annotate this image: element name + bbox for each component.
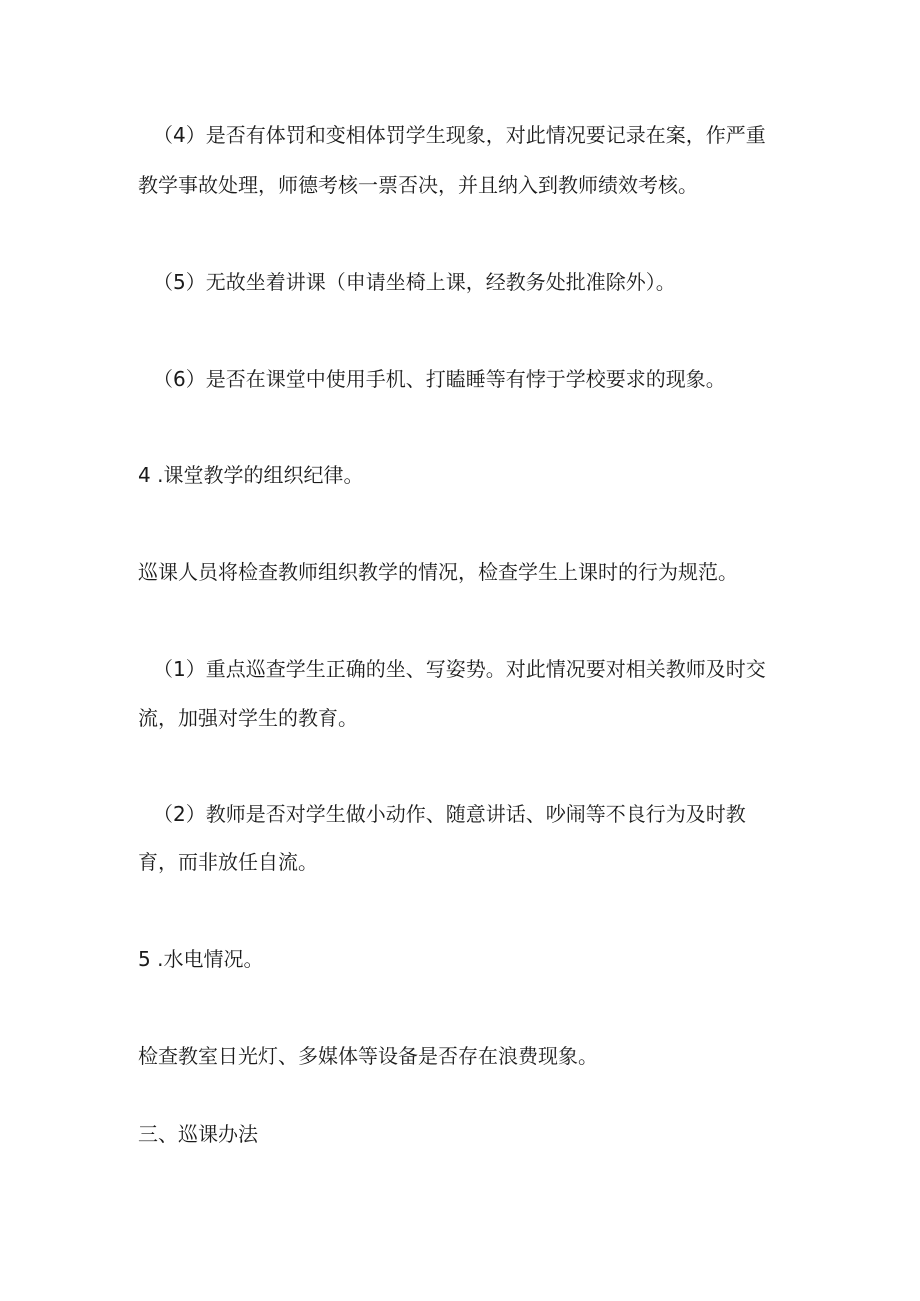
paragraph-6: （6）是否在课堂中使用手机、打瞌睡等有悖于学校要求的现象。: [153, 367, 726, 391]
section-4-description: 巡课人员将检查教师组织教学的情况，检查学生上课时的行为规范。: [138, 560, 738, 584]
section-5-description: 检查教室日光灯、多媒体等设备是否存在浪费现象。: [138, 1044, 598, 1068]
section-heading-4: 4 .课堂教学的组织纪律。: [138, 463, 364, 487]
section-heading-5: 5 .水电情况。: [138, 947, 264, 971]
paragraph-1-line-1: （1）重点巡查学生正确的坐、写姿势。对此情况要对相关教师及时交: [153, 657, 766, 681]
paragraph-1-line-2: 流，加强对学生的教育。: [138, 706, 358, 730]
paragraph-2-line-1: （2）教师是否对学生做小动作、随意讲话、吵闹等不良行为及时教: [153, 802, 746, 826]
section-heading-three: 三、巡课办法: [138, 1122, 258, 1146]
paragraph-4-line-2: 教学事故处理，师德考核一票否决，并且纳入到教师绩效考核。: [138, 173, 698, 197]
paragraph-2-line-2: 育，而非放任自流。: [138, 850, 318, 874]
paragraph-5: （5）无故坐着讲课（申请坐椅上课，经教务处批准除外）。: [153, 270, 676, 294]
paragraph-4-line-1: （4）是否有体罚和变相体罚学生现象，对此情况要记录在案，作严重: [153, 123, 766, 147]
